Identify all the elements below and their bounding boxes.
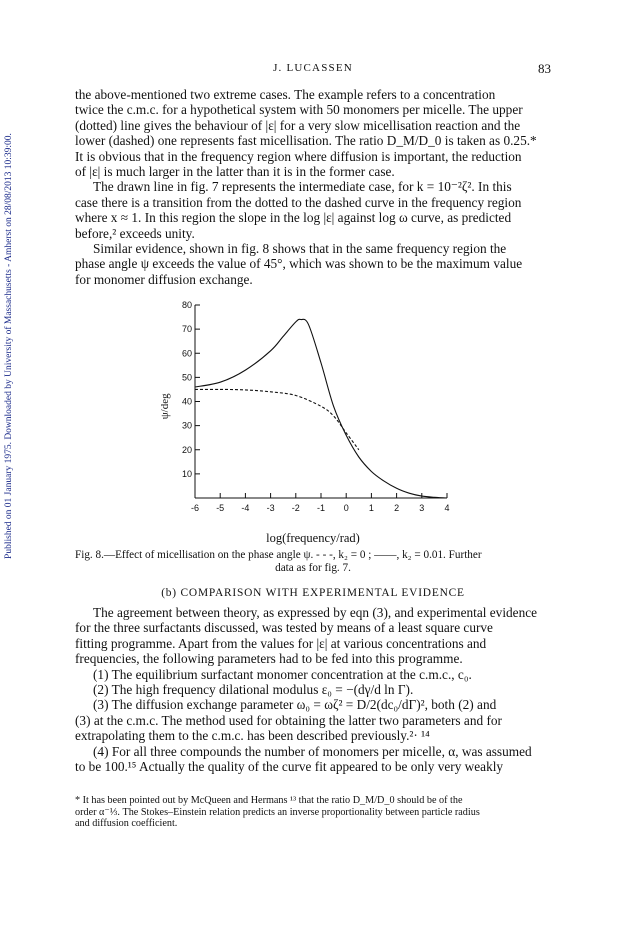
y-tick-label: 30 [181, 420, 192, 431]
x-tick-label: -3 [266, 503, 275, 513]
x-tick-label: -2 [291, 503, 300, 513]
text-line: frequencies, the following parameters had to be fed into this programme. [75, 651, 463, 667]
text-line: extrapolating them to the c.m.c. has been described previously.²· ¹⁴ [75, 728, 430, 744]
x-tick-label: 2 [394, 503, 400, 513]
y-tick-label: 60 [181, 348, 192, 359]
text-line: for the three surfactants discussed, was tested by means of a least square curve [75, 620, 493, 636]
text-line: (3) The diffusion exchange parameter ω₀ = ωζ² = D/2(dc₀/dΓ)², both (2) and [93, 697, 497, 713]
y-tick-label: 70 [181, 324, 192, 335]
y-tick-label: 40 [181, 396, 192, 407]
footnote-line: and diffusion coefficient. [75, 818, 178, 830]
text-line: It is obvious that in the frequency region where diffusion is important, the reduction [75, 148, 522, 164]
x-tick-label: 3 [419, 503, 425, 513]
text-line: (dotted) line gives the behaviour of |ε| for a very slow micellisation reaction and the [75, 117, 521, 133]
x-tick-label: -4 [241, 503, 250, 513]
running-head: J. LUCASSEN [273, 62, 353, 74]
text-line: Similar evidence, shown in fig. 8 shows that in the same frequency region the [93, 241, 507, 257]
page-number: 83 [538, 61, 551, 76]
x-tick-label: 0 [343, 503, 349, 513]
series-line-solid [195, 319, 447, 498]
text-line: the above-mentioned two extreme cases. The example refers to a concentration [75, 87, 496, 102]
x-axis-label: log(frequency/rad) [266, 531, 360, 545]
text-line: The agreement between theory, as expressed by eqn (3), and experimental evidence [93, 605, 538, 620]
text-line: before,² exceeds unity. [75, 225, 195, 241]
text-line: twice the c.m.c. for a hypothetical system with 50 monomers per micelle. The upper [75, 102, 523, 118]
page-header [75, 62, 551, 78]
x-tick-label: 1 [368, 503, 374, 513]
text-line: lower (dashed) one represents fast micellisation. The ratio D_M/D_0 is taken as 0.25.* [75, 133, 537, 149]
y-axis-label: ψ/deg [159, 393, 171, 420]
download-notice: Published on 01 January 1975. Downloaded by University of Massachusetts - Amherst on 28/08/2013 10:39:00. [4, 133, 14, 559]
y-tick-label: 50 [181, 372, 192, 383]
download-watermark [2, 86, 16, 606]
text-line: fitting programme. Apart from the values for |ε| at various concentrations and [75, 635, 487, 651]
x-tick-label: -1 [316, 503, 326, 513]
caption-line: data as for fig. 7. [275, 562, 351, 574]
caption-line: Fig. 8.—Effect of micellisation on the phase angle ψ. - - -, k₂ = 0 ; ——, k₂ = 0.01. Further [75, 549, 482, 561]
text-line: to be 100.¹⁵ Actually the quality of the curve fit appeared to be only very weakly [75, 759, 504, 775]
text-line: for monomer diffusion exchange. [75, 271, 253, 287]
section-title: (b) COMPARISON WITH EXPERIMENTAL EVIDENCE [161, 587, 465, 599]
x-tick-label: -6 [190, 503, 200, 513]
footnote [75, 795, 551, 830]
text-line: of |ε| is much larger in the latter than it is in the former case. [75, 164, 395, 180]
text-line: (4) For all three compounds the number of monomers per micelle, α, was assumed [93, 743, 532, 759]
footnote-line: order α⁻⅓. The Stokes–Einstein relation predicts an inverse proportionality between particle radius [75, 806, 480, 818]
text-line: phase angle ψ exceeds the value of 45°, which was shown to be the maximum value [75, 256, 523, 272]
text-line: (2) The high frequency dilational modulus ε₀ = −(dγ/d ln Γ). [93, 682, 414, 698]
phase-angle-chart [150, 298, 470, 518]
figure-caption [75, 549, 551, 575]
body-text-top [75, 87, 551, 287]
text-line: (3) at the c.m.c. The method used for obtaining the latter two parameters and for [75, 712, 502, 728]
y-tick-label: 80 [181, 300, 192, 310]
text-line: case there is a transition from the dotted to the dashed curve in the frequency region [75, 194, 522, 210]
y-tick-label: 10 [181, 468, 192, 479]
x-tick-label: 4 [444, 503, 450, 513]
y-tick-label: 20 [181, 444, 192, 455]
series-line-dashed [195, 389, 359, 449]
x-tick-label: -5 [216, 503, 225, 513]
footnote-line: * It has been pointed out by McQueen and Hermans ¹³ that the ratio D_M/D_0 should be of the [75, 795, 463, 806]
text-line: where x ≈ 1. In this region the slope in the log |ε| against log ω curve, as predicted [75, 210, 512, 226]
text-line: The drawn line in fig. 7 represents the intermediate case, for k = 10⁻²ζ². In this [93, 179, 512, 195]
text-line: (1) The equilibrium surfactant monomer concentration at the c.m.c., c₀. [93, 666, 472, 682]
figure-8 [150, 298, 470, 518]
body-text-bottom [75, 605, 551, 774]
